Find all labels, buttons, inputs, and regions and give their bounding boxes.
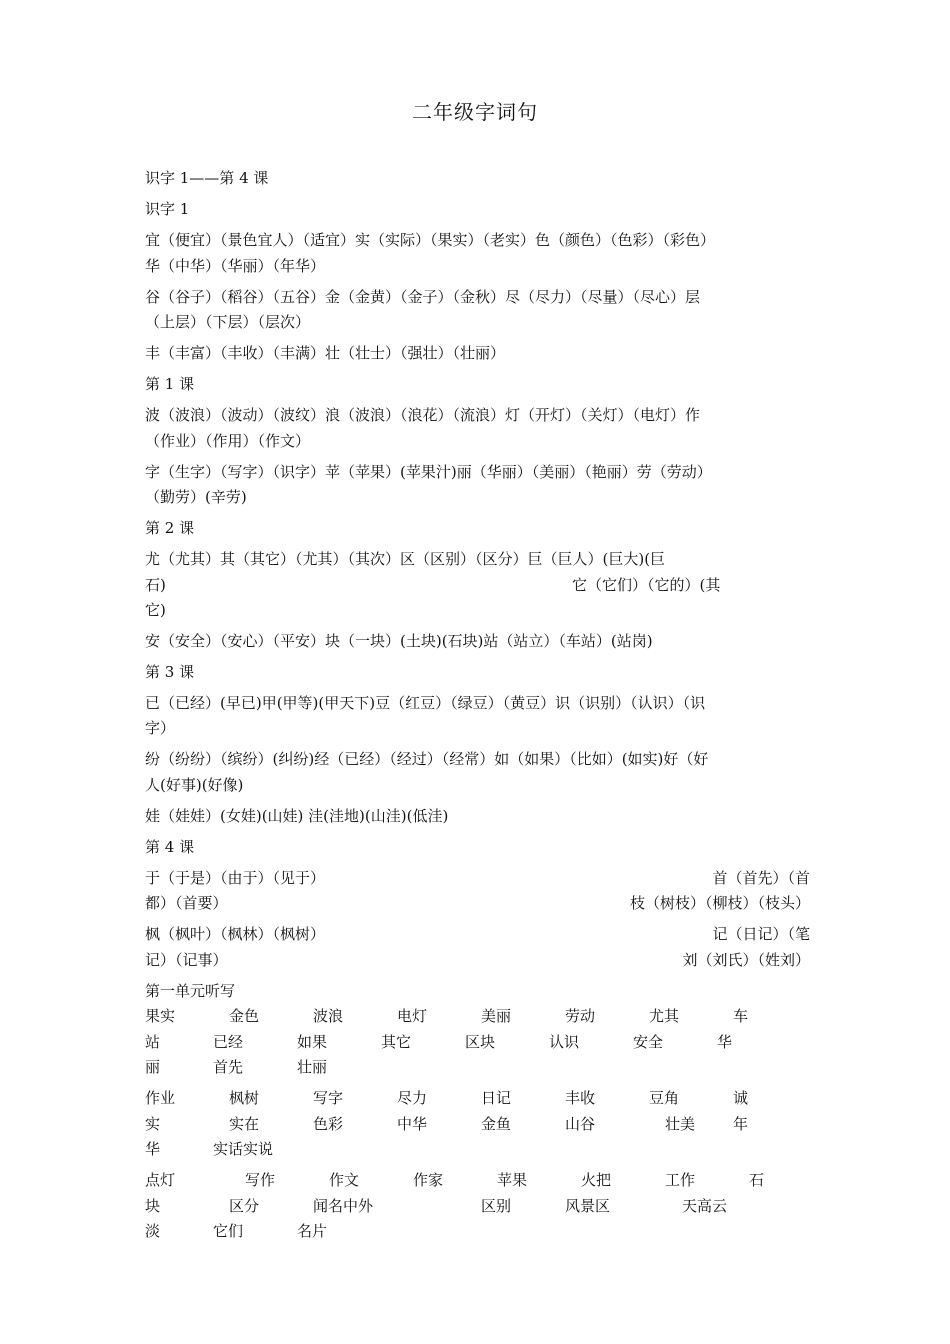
dictation-word: 点灯	[145, 1171, 176, 1189]
dictation-word: 名片	[297, 1222, 328, 1240]
dictation-row	[145, 1219, 745, 1245]
paragraph-line: 字（生字）（写字）（识字）苹（苹果）(苹果汁)丽（华丽）（美丽）（艳丽）劳（劳动）	[145, 462, 712, 481]
dictation-word: 认识	[549, 1032, 580, 1051]
dictation-word: 山谷	[565, 1114, 596, 1133]
paragraph-line: （上层）（下层）（层次）	[145, 313, 311, 331]
dictation-word: 安全	[633, 1032, 664, 1051]
dictation-word: 年	[733, 1114, 749, 1133]
word-paragraph	[145, 804, 810, 830]
dictation-word: 闻名中外	[313, 1196, 374, 1215]
dictation-word: 壮丽	[297, 1058, 328, 1076]
dictation-word: 丽	[145, 1058, 161, 1076]
section-heading-lesson1: 第 1 课	[145, 375, 195, 393]
word-paragraph	[145, 922, 810, 973]
dictation-word: 作家	[413, 1171, 444, 1189]
dictation-row	[145, 1137, 745, 1163]
paragraph-line: 已（已经）(早已)甲(甲等)(甲天下)豆（红豆）（绿豆）（黄豆）识（识别）（认识）（识	[145, 693, 706, 712]
word-paragraph	[145, 285, 810, 336]
word-paragraph	[145, 341, 810, 367]
dictation-row	[145, 1030, 745, 1056]
dictation-word: 枫树	[229, 1089, 260, 1107]
dictation-word: 美丽	[481, 1007, 512, 1025]
dictation-word: 写作	[245, 1171, 276, 1189]
paragraph-line: 枝（树枝）（柳枝）（枝头）	[629, 894, 810, 912]
dictation-word: 色彩	[313, 1114, 344, 1133]
dictation-word: 华	[717, 1032, 733, 1051]
section-heading-lesson3: 第 3 课	[145, 662, 195, 681]
word-paragraph	[145, 747, 810, 798]
dictation-word: 波浪	[313, 1007, 344, 1025]
dictation-word: 尽力	[397, 1089, 428, 1107]
dictation-word: 首先	[213, 1058, 244, 1076]
document-body	[145, 166, 810, 1250]
dictation-word: 淡	[145, 1222, 161, 1240]
paragraph-line: （勤劳）(辛劳)	[145, 488, 247, 506]
word-paragraph	[145, 866, 810, 917]
dictation-word: 车	[733, 1007, 749, 1025]
paragraph-line: 宜（便宜）（景色宜人）（适宜）实（实际）（果实）（老实）色（颜色）（色彩）（彩色）	[145, 231, 716, 249]
paragraph-line: 记）（记事）	[145, 950, 228, 969]
paragraph-line: 都）（首要）	[145, 894, 228, 912]
dictation-word: 天高云	[682, 1196, 728, 1215]
paragraph-line: 人(好事)(好像)	[145, 775, 244, 794]
dictation-word: 区别	[481, 1196, 512, 1215]
dictation-word: 石	[749, 1171, 765, 1189]
section-heading-lesson2: 第 2 课	[145, 519, 195, 537]
dictation-row	[145, 1112, 749, 1138]
dictation-word: 尤其	[649, 1007, 680, 1025]
paragraph-line: 它)	[145, 601, 166, 619]
dictation-word: 华	[145, 1140, 161, 1158]
dictation-block	[145, 1004, 749, 1081]
paragraph-line: 波（波浪）（波动）（波纹）浪（波浪）（浪花）（流浪）灯（开灯）（关灯）（电灯）作	[145, 406, 701, 424]
dictation-word: 区块	[465, 1032, 496, 1051]
dictation-word: 实话实说	[213, 1140, 274, 1158]
word-paragraph	[145, 460, 810, 511]
dictation-word: 块	[145, 1196, 161, 1215]
dictation-word: 作文	[329, 1171, 360, 1189]
section-heading-lesson4: 第 4 课	[145, 837, 195, 856]
paragraph-line: 尤（尤其）其（其它）（尤其）（其次）区（区别）（区分）巨（巨人）(巨大)(巨	[145, 550, 666, 568]
word-paragraph	[145, 403, 810, 454]
paragraph-line: 石)	[145, 575, 166, 594]
paragraph-line: 枫（枫叶）（枫林）（枫树）	[145, 925, 326, 943]
dictation-word: 它们	[213, 1222, 244, 1240]
word-paragraph	[145, 691, 810, 742]
dictation-word: 风景区	[565, 1196, 611, 1215]
page-title: 二年级字词句	[412, 100, 538, 124]
section-heading-shizi1: 识字 1	[145, 200, 190, 218]
dictation-word: 火把	[581, 1171, 612, 1189]
dictation-word: 日记	[481, 1089, 512, 1107]
dictation-row	[145, 1086, 749, 1112]
paragraph-line: 刘（刘氏）（姓刘）	[682, 950, 810, 969]
dictation-word: 写字	[313, 1089, 344, 1107]
paragraph-line: 字）	[145, 719, 176, 737]
paragraph-line: （作业）（作用）（作文）	[145, 431, 311, 450]
paragraph-line: 华（中华）（华丽）（年华）	[145, 256, 326, 275]
dictation-word: 其它	[381, 1032, 412, 1051]
dictation-word: 壮美	[665, 1114, 696, 1133]
dictation-block	[145, 1086, 749, 1163]
dictation-row	[145, 1168, 765, 1194]
paragraph-line: 娃（娃娃）(女娃)(山娃) 洼(洼地)(山洼)(低洼)	[145, 806, 449, 825]
paragraph-line: 记（日记）（笔	[712, 925, 810, 943]
paragraph-line: 首（首先）（首	[712, 868, 810, 887]
paragraph-line: 于（于是）（由于）（见于）	[145, 868, 326, 887]
dictation-word: 电灯	[397, 1007, 428, 1025]
word-paragraph	[145, 547, 810, 623]
dictation-block	[145, 1168, 765, 1245]
dictation-word: 果实	[145, 1007, 176, 1025]
dictation-row	[145, 1055, 745, 1081]
section-heading-dictation: 第一单元听写	[145, 981, 236, 1000]
dictation-word: 作业	[145, 1089, 176, 1107]
dictation-word: 实在	[229, 1114, 260, 1133]
dictation-word: 工作	[665, 1171, 696, 1189]
section-heading-range: 识字 1——第 4 课	[145, 169, 269, 187]
dictation-word: 苹果	[497, 1171, 528, 1189]
word-paragraph	[145, 228, 810, 279]
dictation-word: 实	[145, 1114, 161, 1133]
dictation-row	[145, 1004, 749, 1030]
dictation-row	[145, 1194, 745, 1220]
dictation-word: 诚	[733, 1089, 749, 1107]
dictation-word: 金色	[229, 1007, 260, 1025]
dictation-word: 豆角	[649, 1089, 680, 1107]
dictation-word: 站	[145, 1032, 161, 1051]
dictation-list	[145, 1004, 810, 1245]
dictation-word: 区分	[229, 1196, 260, 1215]
dictation-word: 劳动	[565, 1007, 596, 1025]
dictation-word: 已经	[213, 1032, 244, 1051]
dictation-word: 金鱼	[481, 1114, 512, 1133]
dictation-word: 中华	[397, 1114, 428, 1133]
dictation-word: 丰收	[565, 1089, 596, 1107]
paragraph-line: 纷（纷纷）（缤纷）(纠纷)经（已经）（经过）（经常）如（如果）（比如）(如实)好（好	[145, 750, 709, 768]
paragraph-line: 丰（丰富）（丰收）（丰满）壮（壮士）（强壮）（壮丽）	[145, 344, 506, 362]
paragraph-line: 谷（谷子）（稻谷）（五谷）金（金黄）（金子）（金秋）尽（尽力）（尽量）（尽心）层	[145, 287, 701, 306]
word-paragraph: 安（安全）（安心）（平安）块（一块）(土块)(石块)站（站立）（车站）(站岗)	[145, 631, 653, 650]
paragraph-line: 它（它们）（它的）(其	[572, 575, 721, 594]
dictation-word: 如果	[297, 1032, 328, 1051]
